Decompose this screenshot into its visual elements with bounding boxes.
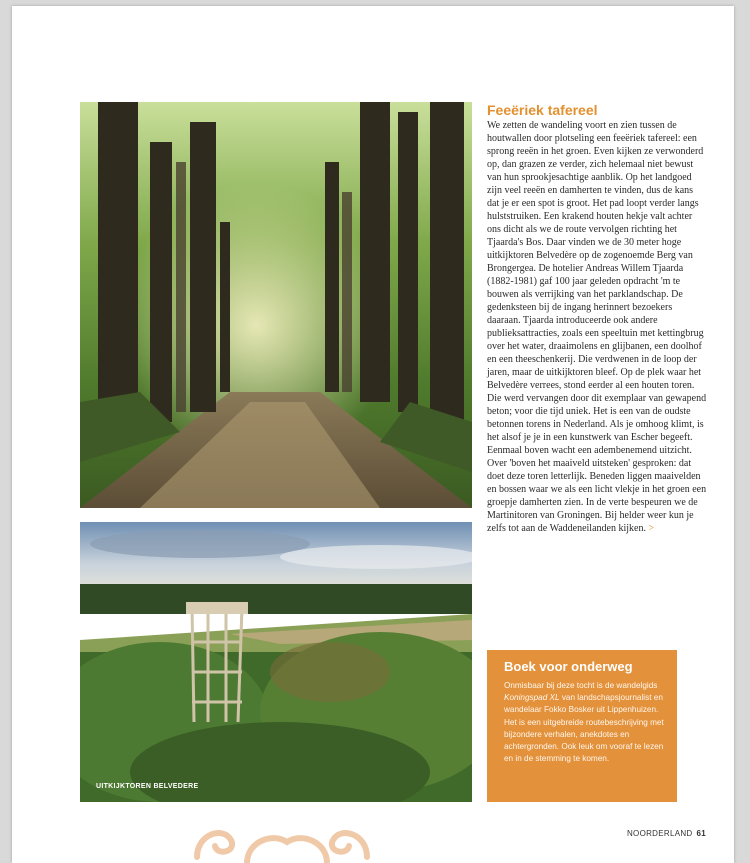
book-tip-box	[487, 650, 677, 802]
magazine-name: NOORDERLAND	[626, 829, 693, 838]
article-body	[487, 119, 707, 535]
article-body-text: We zetten de wandeling voort en zien tussen de houtwallen door plotseling een feeëriek tafereel: een sprong reeën in het groen. Even kijken ze verwonderd op, dan grazen ze verder, zich helemaal niet bewust van hun sprookjesachtige aanblik. Op het landgoed zijn veel reeën en damherten te vinden, dus de kans dat je er een spot is groot. Het pad loopt verder langs hulststruiken. Een krakend houten hekje valt achter ons dicht als we de route vervolgen richting het Tjaarda's Bos. Daar vinden we de 30 meter hoge uitkijktoren Belvedère op de zogenoemde Berg van Brongergea. De hotelier Andreas Willem Tjaarda (1882-1981) gaf 100 jaar geleden opdracht 'm te bouwen als verrijking van het parklandschap. De gedenksteen bij de ingang herinnert bezoekers daaraan. Tjaarda introduceerde ook andere publieksattracties, zoals een speeltuin met kettingbrug over het water, draaimolens en glijbanen, een doolhof en een theeschenkerij. Die verdwenen in de loop der jaren, maar de uitkijktoren bleef. Op de plek waar het Belvedère verrees, stond eerder al een houten toren. Die werd vervangen door dit exemplaar van gewapend beton; voor die tijd uniek. Het is een van de oudste betonnen torens in Nederland. Als je omhoog klimt, is het alsof je je in een kunstwerk van Escher begeeft. Eenmaal boven wacht een adembenemend uitzicht. Over 'boven het maaiveld uitsteken' gesproken: dat doet deze toren letterlijk. Beneden liggen maaivelden en bossen waar we als een licht vlekje in het groen een groepje damherten zien. In de verte bespeuren we de Martinitoren van Groningen. Bij helder weer kun je zelfs tot aan de Waddeneilanden kijken.	[487, 120, 707, 534]
forest-lane-photo	[80, 102, 472, 508]
article-column	[487, 102, 707, 535]
book-tip-text	[504, 680, 664, 765]
article-heading: Feeëriek tafereel	[487, 102, 598, 118]
book-title: Koningspad XL	[504, 693, 560, 703]
swirl-ornament-icon	[187, 812, 377, 863]
book-tip-text-start: Onmisbaar bij deze tocht is de wandelgids	[504, 681, 658, 690]
observation-tower-photo	[80, 522, 472, 802]
page-footer	[627, 829, 706, 838]
page-number: 61	[696, 829, 706, 838]
magazine-page	[12, 6, 734, 863]
photo-caption: UITKIJKTOREN BELVEDERE	[96, 783, 199, 790]
book-tip-text-end: van landschapsjournalist en wandelaar Fokko Bosker uit Lippenhuizen. Het is een uitgebreide routebeschrijving met bijzondere verhalen, anekdotes en achtergronden. Ook leuk om vooraf te lezen en in de stemming te komen.	[504, 693, 664, 764]
book-tip-heading: Boek voor onderweg	[504, 659, 633, 674]
continue-arrow: >	[648, 523, 655, 534]
